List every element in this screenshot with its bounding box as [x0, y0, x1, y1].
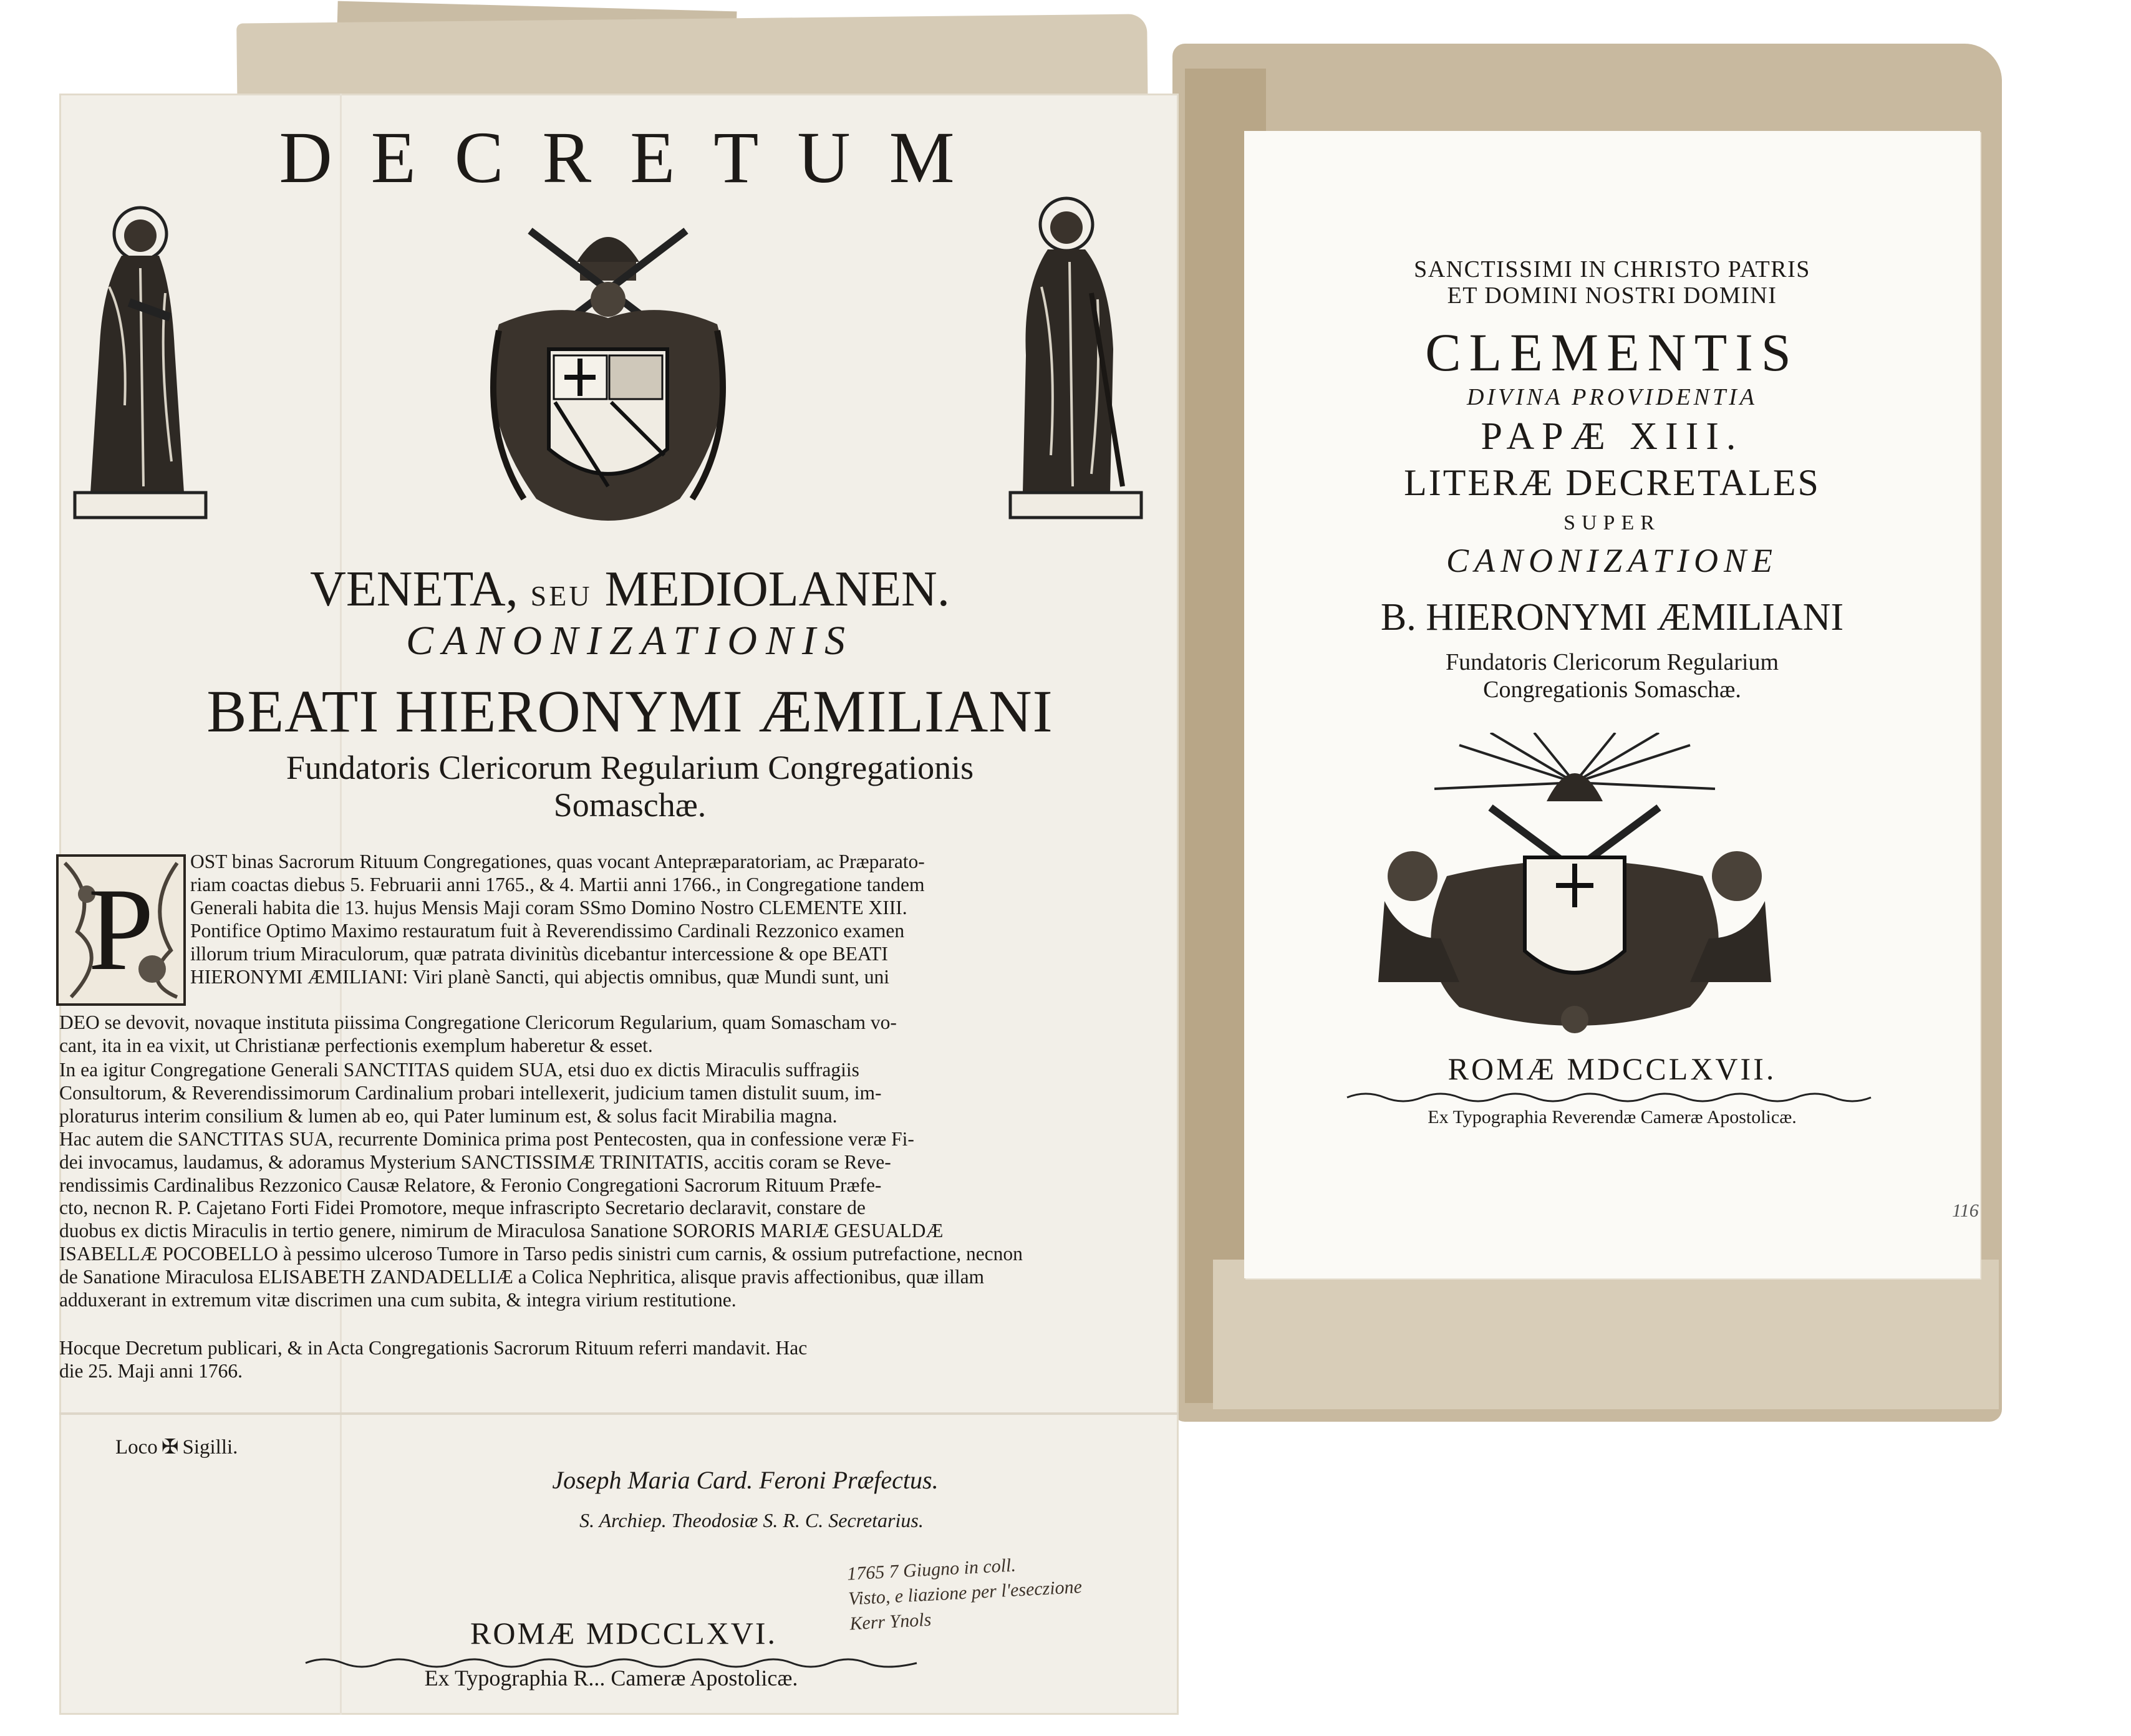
title-fundatoris	[1247, 649, 1977, 703]
title-line-2: ET DOMINI NOSTRI DOMINI	[1447, 282, 1777, 309]
text-line: HIERONYMI ÆMILIANI: Viri planè Sancti, qui abjectis omnibus, quæ Mundi sunt, uni	[190, 965, 889, 988]
subtitle-somaschae: Somaschæ.	[553, 786, 707, 824]
fold-line	[59, 1412, 1179, 1415]
text-line: cant, ita in ea vixit, ut Christianæ perfectionis exemplum haberetur & esset.	[59, 1034, 653, 1056]
saint-peter-engraving-icon	[65, 200, 215, 530]
title-canonizationis: CANONIZATIONIS	[406, 618, 854, 663]
title-line-1: SANCTISSIMI IN CHRISTO PATRIS	[1414, 256, 1810, 282]
decree-paragraph-2	[59, 1059, 1194, 1312]
text-line: dei invocamus, laudamus, & adoramus Mysterium SANCTISSIMÆ TRINITATIS, accitis coram se Reve-	[59, 1150, 891, 1173]
initial-letter: P	[88, 864, 154, 995]
title-papae: PAPÆ XIII.	[1481, 415, 1744, 458]
text-line: DEO se devovit, novaque instituta piissima Congregatione Clericorum Regularium, quam Somascham vo-	[59, 1011, 897, 1033]
ornamental-rule	[1341, 1090, 1877, 1105]
prefect-signature: Joseph Maria Card. Feroni Præfectus.	[552, 1466, 939, 1494]
printer-imprint: Ex Typographia R... Cameræ Apostolicæ.	[424, 1666, 798, 1690]
text-line: die 25. Maji anni 1766.	[59, 1359, 243, 1382]
note-line: Kerr Ynols	[849, 1609, 932, 1634]
fundatoris-line-1: Fundatoris Clericorum Regularium	[1445, 649, 1779, 675]
text-line: rendissimis Cardinalibus Rezzonico Causæ Relatore, & Feronio Congregationi Sacrorum Rituum Præfe-	[59, 1174, 882, 1196]
page-number: 116	[1952, 1200, 1979, 1221]
text-line: illorum trium Miraculorum, quæ patrata divinitùs dicebantur intercessione & ope BEATI	[190, 942, 888, 965]
imprint-place-date: ROMÆ MDCCLXVII.	[1447, 1051, 1777, 1086]
saint-paul-engraving-icon	[998, 193, 1148, 530]
printer-imprint: Ex Typographia Reverendæ Cameræ Apostolicæ.	[1428, 1107, 1797, 1127]
title-super: SUPER	[1563, 511, 1661, 534]
loco-label: Loco	[115, 1436, 158, 1459]
note-line: Visto, e liazione per l'eseczione	[848, 1576, 1083, 1609]
book-lower-leaf	[1213, 1260, 1999, 1409]
text-line: cto, necnon R. P. Cajetano Forti Fidei Promotore, meque infrascripto Secretario declaravit, constare de	[59, 1197, 866, 1219]
title-seu: SEU	[530, 580, 592, 612]
title-literae-decretales: LITERÆ DECRETALES	[1404, 462, 1820, 503]
title-beati: BEATI HIERONYMI ÆMILIANI	[206, 678, 1053, 745]
text-line: Hocque Decretum publicari, & in Acta Congregationis Sacrorum Rituum referri mandavit. Hac	[59, 1337, 808, 1359]
text-line: adduxerant in extremum vitæ discrimen una cum subita, & integra virium restitutione.	[59, 1289, 737, 1311]
title-veneta-b: MEDIOLANEN.	[604, 562, 950, 617]
decree-paragraph-1-continued	[59, 1011, 1194, 1058]
title-hieronymi: B. HIERONYMI ÆMILIANI	[1380, 596, 1844, 639]
seal-place	[115, 1434, 340, 1459]
cross-icon: ✠	[161, 1436, 179, 1459]
text-line: duobus ex dictis Miraculis in tertio genere, nimirum de Miraculosa Sanatione SORORIS MARIÆ GESUALDÆ	[59, 1220, 944, 1242]
imprint-place-date: ROMÆ MDCCLXVI.	[470, 1616, 778, 1651]
text-line: Consultorum, & Reverendissimorum Cardinalium probari intellexerit, judicium tamen distulit suum, im-	[59, 1081, 882, 1104]
papal-coat-of-arms-icon	[461, 206, 755, 542]
text-line: riam coactas diebus 5. Februarii anni 1765., & 4. Martii anni 1766., in Congregatione tandem	[190, 873, 925, 895]
decree-paragraph-1	[190, 851, 1194, 988]
title-veneta	[94, 561, 1166, 618]
title-clementis: CLEMENTIS	[1425, 322, 1799, 382]
note-line: 1765 7 Giugno in coll.	[846, 1555, 1017, 1584]
decree-paragraph-3	[59, 1337, 1194, 1383]
text-line: Pontifice Optimo Maximo restauratum fuit à Reverendissimo Cardinali Rezzonico examen	[190, 919, 905, 942]
text-line: ISABELLÆ POCOBELLO à pessimo ulceroso Tumore in Tarso pedis sinistri cum carnis, & ossium putrefactione, necnon	[59, 1243, 1023, 1265]
text-line: OST binas Sacrorum Rituum Congregationes, quas vocant Antepræparatoriam, ac Præparato-	[190, 851, 925, 872]
text-line: In ea igitur Congregatione Generali SANCTITAS quidem SUA, etsi duo ex dictis Miraculis suffragiis	[59, 1059, 859, 1081]
sigilli-label: Sigilli.	[182, 1436, 238, 1459]
title-veneta-a: VENETA,	[310, 562, 518, 617]
papal-arms-with-saints-icon	[1366, 733, 1784, 1038]
secretary-line: S. Archiep. Theodosiæ S. R. C. Secretarius.	[579, 1509, 924, 1531]
text-line: Hac autem die SANCTITAS SUA, recurrente Dominica prima post Pentecosten, qua in confessione veræ Fi-	[59, 1127, 914, 1150]
decree-heading: DECRETUM	[279, 117, 993, 198]
text-line: de Sanatione Miraculosa ELISABETH ZANDADELLIÆ a Colica Nephritica, alisque pravis affectionibus, quæ illam	[59, 1266, 985, 1288]
decorated-initial	[56, 854, 186, 1006]
text-line: Generali habita die 13. hujus Mensis Maji coram SSmo Domino Nostro CLEMENTE XIII.	[190, 896, 907, 919]
title-canonizatione: CANONIZATIONE	[1446, 542, 1779, 579]
text-line: ploraturus interim consilium & lumen ab eo, qui Pater luminum est, & solus facit Mirabilia magna.	[59, 1104, 838, 1127]
subtitle-fundatoris: Fundatoris Clericorum Regularium Congregationis	[286, 749, 974, 786]
fundatoris-line-2: Congregationis Somaschæ.	[1483, 677, 1741, 703]
title-divina-providentia: DIVINA PROVIDENTIA	[1466, 384, 1758, 410]
